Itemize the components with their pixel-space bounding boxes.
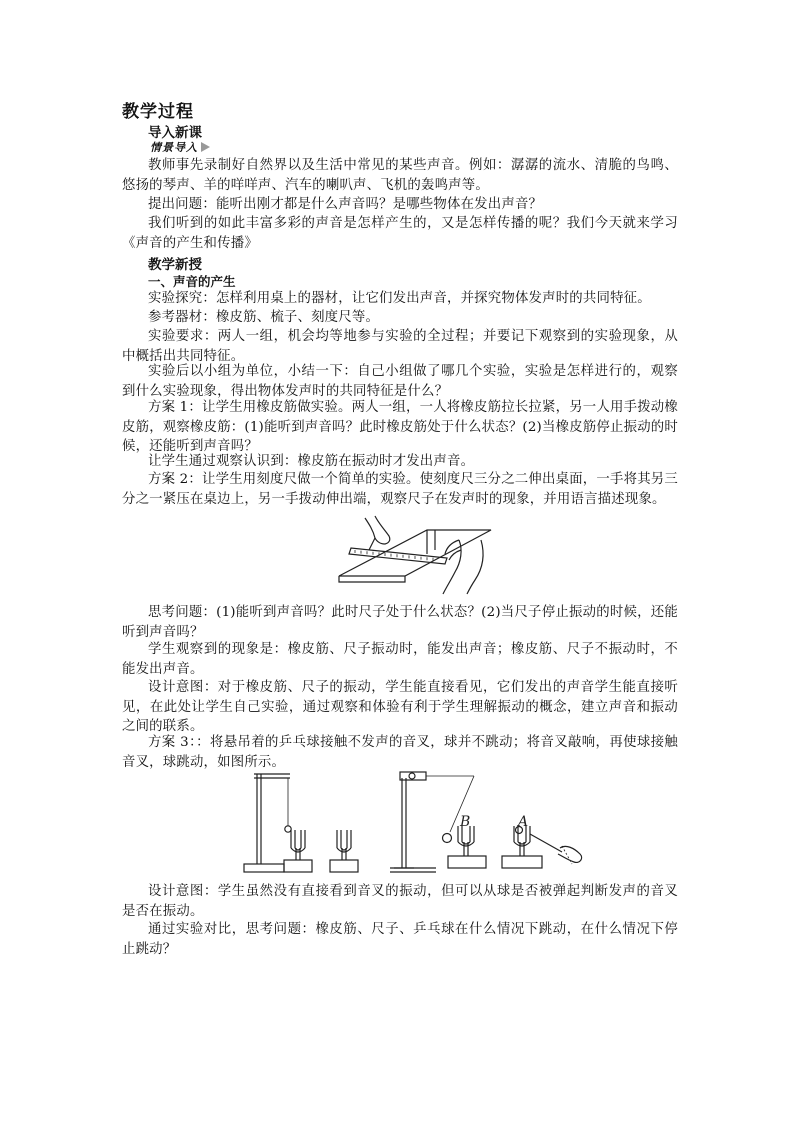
paragraph-15: 设计意图：学生虽然没有直接看到音叉的振动，但可以从球是否被弹起判断发声的音叉是否在振动。 <box>122 884 678 919</box>
paragraph-3: 我们听到的如此丰富多彩的声音是怎样产生的，又是怎样传播的呢？我们今天就来学习《声音的产生和传播》 <box>122 216 678 251</box>
paragraph-2: 提出问题：能听出刚才都是什么声音吗？是哪些物体在发出声音？ <box>148 197 543 212</box>
paragraph-14: 方案 3：：将悬吊着的乒乓球接触不发声的音叉，球并不跳动；将音叉敲响，再使球接触音叉，球跳动，如图所示。 <box>122 735 678 770</box>
paragraph-7: 实验后以小组为单位，小结一下：自己小组做了哪几个实验，实验是怎样进行的，观察到什么实验现象，得出物体发声时的共同特征是什么？ <box>122 364 678 399</box>
scene-intro-label: 情景导入 <box>150 141 198 154</box>
paragraph-5: 参考器材：橡皮筋、梳子、刻度尺等。 <box>148 310 380 325</box>
paragraph-8: 方案 1：让学生用橡皮筋做实验。两人一组，一人将橡皮筋拉长拉紧，另一人用手拨动橡皮筋，观察橡皮筋：(1)能听到声音吗？此时橡皮筋处于什么状态？(2)当橡皮筋停止振动的时候，还能听到声音吗？ <box>122 400 678 454</box>
section-title-new: 教学新授 <box>148 257 202 273</box>
label-a: A <box>518 814 529 830</box>
subsection-title: 一、声音的产生 <box>148 274 236 289</box>
paragraph-16: 通过实验对比，思考问题：橡皮筋、尺子、乒乓球在什么情况下跳动，在什么情况下停止跳动？ <box>122 922 678 957</box>
arrow-icon <box>201 142 210 152</box>
paragraph-12: 学生观察到的现象是：橡皮筋、尺子振动时，能发出声音；橡皮筋、尺子不振动时，不能发出声音。 <box>122 642 678 677</box>
paragraph-10: 方案 2：让学生用刻度尺做一个简单的实验。使刻度尺三分之二伸出桌面，一手将其另三分之一紧压在桌边上，另一手拨动伸出端，观察尺子在发声时的现象，并用语言描述现象。 <box>122 472 678 507</box>
tuning-fork-figure <box>240 768 590 878</box>
paragraph-9: 让学生通过观察认识到：橡皮筋在振动时才发出声音。 <box>148 454 475 469</box>
paragraph-13: 设计意图：对于橡皮筋、尺子的振动，学生能直接看见，它们发出的声音学生能直接听见，在此处让学生自己实验，通过观察和体验有利于学生理解振动的概念，建立声音和振动之间的联系。 <box>122 680 678 734</box>
paragraph-1: 教师事先录制好自然界以及生活中常见的某些声音。例如：潺潺的流水、清脆的鸟鸣、悠扬的琴声、羊的咩咩声、汽车的喇叭声、飞机的轰鸣声等。 <box>122 158 678 193</box>
section-title-intro: 导入新课 <box>148 125 202 141</box>
paragraph-4: 实验探究：怎样利用桌上的器材，让它们发出声音，并探究物体发声时的共同特征。 <box>148 291 651 306</box>
ruler-experiment-figure <box>335 510 495 596</box>
label-b: B <box>460 814 471 830</box>
paragraph-11: 思考问题：(1)能听到声音吗？此时尺子处于什么状态？(2)当尺子停止振动的时候，还能听到声音吗？ <box>122 605 678 640</box>
paragraph-6: 实验要求：两人一组，机会均等地参与实验的全过程；并要记下观察到的实验现象，从中概括出共同特征。 <box>122 329 678 364</box>
page-title: 教学过程 <box>122 102 194 122</box>
scene-intro-tag <box>150 139 210 155</box>
